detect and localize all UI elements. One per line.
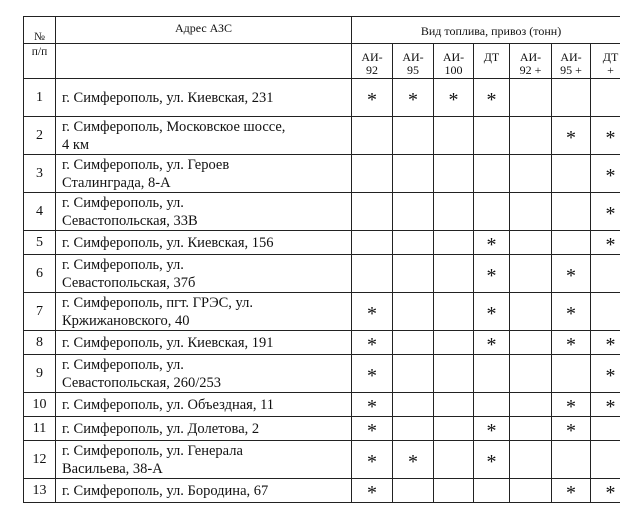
table-row xyxy=(24,193,620,231)
address-line: Сталинграда, 8-А xyxy=(62,174,171,191)
fuel-availability-mark xyxy=(474,117,510,155)
fuel-availability-mark xyxy=(474,355,510,393)
fuel-header xyxy=(352,17,620,44)
row-number: 11 xyxy=(24,417,56,441)
fuel-availability-mark xyxy=(510,155,552,193)
table-row xyxy=(24,117,620,155)
fuel-availability-mark: * xyxy=(591,331,620,355)
fuel-availability-mark xyxy=(474,479,510,503)
fuel-column-label-line: АИ- xyxy=(402,50,424,64)
address-line: г. Симферополь, ул. Долетова, 2 xyxy=(62,420,260,437)
row-number: 10 xyxy=(24,393,56,417)
fuel-availability-mark: * xyxy=(434,79,474,117)
fuel-availability-mark: * xyxy=(352,79,393,117)
fuel-availability-mark xyxy=(510,117,552,155)
fuel-column-label-line: ДТ xyxy=(483,50,500,64)
fuel-column-header xyxy=(591,44,620,79)
fuel-availability-mark xyxy=(510,417,552,441)
fuel-availability-mark xyxy=(591,255,620,293)
num-pp: п/п xyxy=(31,46,48,58)
fuel-availability-mark: * xyxy=(474,79,510,117)
fuel-availability-mark: * xyxy=(474,441,510,479)
fuel-availability-mark xyxy=(393,355,434,393)
station-address xyxy=(56,231,352,255)
address-line: г. Симферополь, ул. Объездная, 11 xyxy=(62,396,275,413)
row-number: 7 xyxy=(24,293,56,331)
fuel-availability-mark xyxy=(510,441,552,479)
address-line: г. Симферополь, ул. xyxy=(62,356,184,373)
address-header xyxy=(56,17,352,44)
fuel-availability-mark: * xyxy=(474,255,510,293)
fuel-column-label-line: 92 + xyxy=(519,63,542,77)
fuel-availability-mark xyxy=(510,355,552,393)
fuel-availability-mark xyxy=(434,155,474,193)
fuel-availability-mark xyxy=(393,417,434,441)
fuel-availability-mark: * xyxy=(552,255,591,293)
row-number: 13 xyxy=(24,479,56,503)
fuel-availability-mark xyxy=(552,155,591,193)
fuel-availability-mark xyxy=(352,193,393,231)
row-number: 4 xyxy=(24,193,56,231)
fuel-availability-mark: * xyxy=(552,479,591,503)
num-header-top xyxy=(24,17,56,44)
fuel-availability-mark xyxy=(510,393,552,417)
table-row xyxy=(24,79,620,117)
fuel-availability-mark xyxy=(352,117,393,155)
station-address xyxy=(56,255,352,293)
table-row xyxy=(24,355,620,393)
address-header-blank xyxy=(56,44,352,79)
station-address xyxy=(56,417,352,441)
fuel-column-label-line: АИ- xyxy=(361,50,383,64)
fuel-availability-mark xyxy=(591,441,620,479)
fuel-availability-mark: * xyxy=(474,231,510,255)
fuel-availability-mark: * xyxy=(352,441,393,479)
fuel-availability-mark xyxy=(434,355,474,393)
fuel-availability-mark xyxy=(434,393,474,417)
fuel-column-label-line: 100 xyxy=(444,63,463,77)
row-number: 3 xyxy=(24,155,56,193)
fuel-availability-mark xyxy=(552,193,591,231)
station-address xyxy=(56,193,352,231)
fuel-availability-mark xyxy=(510,231,552,255)
fuel-column-header xyxy=(474,44,510,79)
fuel-availability-mark xyxy=(434,479,474,503)
num-header-bottom xyxy=(24,44,56,79)
row-number: 5 xyxy=(24,231,56,255)
address-line: г. Симферополь, пгт. ГРЭС, ул. xyxy=(62,294,254,311)
row-number: 1 xyxy=(24,79,56,117)
fuel-availability-mark: * xyxy=(552,331,591,355)
fuel-availability-mark xyxy=(393,293,434,331)
fuel-availability-mark xyxy=(393,231,434,255)
fuel-availability-mark xyxy=(352,231,393,255)
fuel-header-label: Вид топлива, привоз (тонн) xyxy=(420,24,562,38)
row-number: 6 xyxy=(24,255,56,293)
fuel-availability-mark: * xyxy=(552,393,591,417)
fuel-availability-mark: * xyxy=(474,293,510,331)
address-line: г. Симферополь, ул. xyxy=(62,194,184,211)
address-line: Севастопольская, 260/253 xyxy=(62,374,222,391)
address-line: Севастопольская, 33В xyxy=(62,212,198,229)
fuel-availability-mark xyxy=(434,293,474,331)
fuel-availability-mark: * xyxy=(352,331,393,355)
address-line: г. Симферополь, Московское шоссе, xyxy=(62,118,286,135)
station-address xyxy=(56,331,352,355)
fuel-availability-mark xyxy=(393,193,434,231)
fuel-column-label-line: АИ- xyxy=(519,50,542,64)
fuel-column-label-line: 95 xyxy=(407,63,419,77)
fuel-availability-mark xyxy=(474,393,510,417)
address-line: Севастопольская, 37б xyxy=(62,274,196,291)
fuel-availability-mark xyxy=(552,231,591,255)
address-line: Кржижановского, 40 xyxy=(62,312,190,329)
num-symbol: № xyxy=(34,31,45,43)
fuel-availability-mark xyxy=(510,293,552,331)
address-line: г. Симферополь, ул. Генерала xyxy=(62,442,243,459)
station-address xyxy=(56,117,352,155)
fuel-column-header xyxy=(393,44,434,79)
address-line: 4 км xyxy=(62,136,90,153)
fuel-availability-mark xyxy=(552,355,591,393)
fuel-stations-table xyxy=(23,16,620,503)
fuel-availability-mark xyxy=(510,79,552,117)
fuel-availability-mark: * xyxy=(352,355,393,393)
fuel-availability-mark xyxy=(434,441,474,479)
fuel-availability-mark xyxy=(434,255,474,293)
station-address xyxy=(56,393,352,417)
table-row xyxy=(24,479,620,503)
fuel-availability-mark: * xyxy=(474,417,510,441)
fuel-availability-mark: * xyxy=(352,293,393,331)
fuel-availability-mark xyxy=(434,417,474,441)
fuel-availability-mark xyxy=(434,231,474,255)
table-row xyxy=(24,231,620,255)
fuel-column-label-line: АИ- xyxy=(560,50,582,64)
fuel-availability-mark xyxy=(591,79,620,117)
fuel-availability-mark: * xyxy=(591,355,620,393)
table-row xyxy=(24,331,620,355)
table-row xyxy=(24,393,620,417)
fuel-availability-mark: * xyxy=(591,155,620,193)
fuel-column-header xyxy=(352,44,393,79)
fuel-column-label-line: 95 + xyxy=(560,63,582,77)
fuel-availability-mark: * xyxy=(591,117,620,155)
row-number: 12 xyxy=(24,441,56,479)
table-row xyxy=(24,441,620,479)
fuel-availability-mark xyxy=(474,155,510,193)
fuel-availability-mark xyxy=(393,331,434,355)
fuel-availability-mark xyxy=(510,193,552,231)
fuel-availability-mark: * xyxy=(393,79,434,117)
fuel-column-header xyxy=(552,44,591,79)
fuel-availability-mark xyxy=(393,155,434,193)
address-header-label: Адрес АЗС xyxy=(174,21,233,35)
station-address xyxy=(56,355,352,393)
table-row xyxy=(24,417,620,441)
fuel-column-label-line: 92 xyxy=(366,63,378,77)
fuel-column-header xyxy=(434,44,474,79)
fuel-availability-mark: * xyxy=(552,117,591,155)
fuel-availability-mark: * xyxy=(591,231,620,255)
fuel-availability-mark xyxy=(393,393,434,417)
row-number: 8 xyxy=(24,331,56,355)
fuel-availability-mark xyxy=(393,117,434,155)
table-row xyxy=(24,255,620,293)
fuel-availability-mark xyxy=(552,79,591,117)
fuel-column-header xyxy=(510,44,552,79)
fuel-availability-mark xyxy=(352,255,393,293)
fuel-availability-mark: * xyxy=(591,193,620,231)
station-address xyxy=(56,293,352,331)
address-line: г. Симферополь, ул. Киевская, 156 xyxy=(62,234,274,251)
fuel-availability-mark: * xyxy=(352,417,393,441)
fuel-availability-mark xyxy=(510,255,552,293)
fuel-availability-mark: * xyxy=(474,331,510,355)
address-line: г. Симферополь, ул. Киевская, 191 xyxy=(62,334,274,351)
fuel-availability-mark xyxy=(434,331,474,355)
address-line: г. Симферополь, ул. Киевская, 231 xyxy=(62,89,274,106)
fuel-availability-mark xyxy=(434,193,474,231)
fuel-availability-mark xyxy=(434,117,474,155)
fuel-availability-mark: * xyxy=(352,393,393,417)
address-line: г. Симферополь, ул. xyxy=(62,256,184,273)
table-row xyxy=(24,293,620,331)
fuel-availability-mark xyxy=(591,293,620,331)
station-address xyxy=(56,155,352,193)
fuel-availability-mark: * xyxy=(552,293,591,331)
fuel-availability-mark xyxy=(393,255,434,293)
station-address xyxy=(56,479,352,503)
station-address xyxy=(56,79,352,117)
fuel-availability-mark: * xyxy=(552,417,591,441)
fuel-availability-mark xyxy=(510,331,552,355)
fuel-availability-mark xyxy=(510,479,552,503)
fuel-column-label-line: АИ- xyxy=(442,50,465,64)
fuel-availability-mark xyxy=(474,193,510,231)
fuel-availability-mark xyxy=(393,479,434,503)
address-line: г. Симферополь, ул. Бородина, 67 xyxy=(62,482,269,499)
fuel-column-label-line: ДТ xyxy=(602,50,619,64)
fuel-availability-mark xyxy=(352,155,393,193)
fuel-availability-mark: * xyxy=(591,479,620,503)
fuel-column-label-line: + xyxy=(607,63,614,77)
table-row xyxy=(24,155,620,193)
fuel-availability-mark: * xyxy=(591,393,620,417)
station-address xyxy=(56,441,352,479)
fuel-availability-mark: * xyxy=(393,441,434,479)
fuel-availability-mark xyxy=(552,441,591,479)
row-number: 2 xyxy=(24,117,56,155)
fuel-column-label-line xyxy=(474,64,509,77)
address-line: г. Симферополь, ул. Героев xyxy=(62,156,230,173)
row-number: 9 xyxy=(24,355,56,393)
fuel-availability-mark xyxy=(591,417,620,441)
fuel-availability-mark: * xyxy=(352,479,393,503)
address-line: Васильева, 38-А xyxy=(62,460,163,477)
